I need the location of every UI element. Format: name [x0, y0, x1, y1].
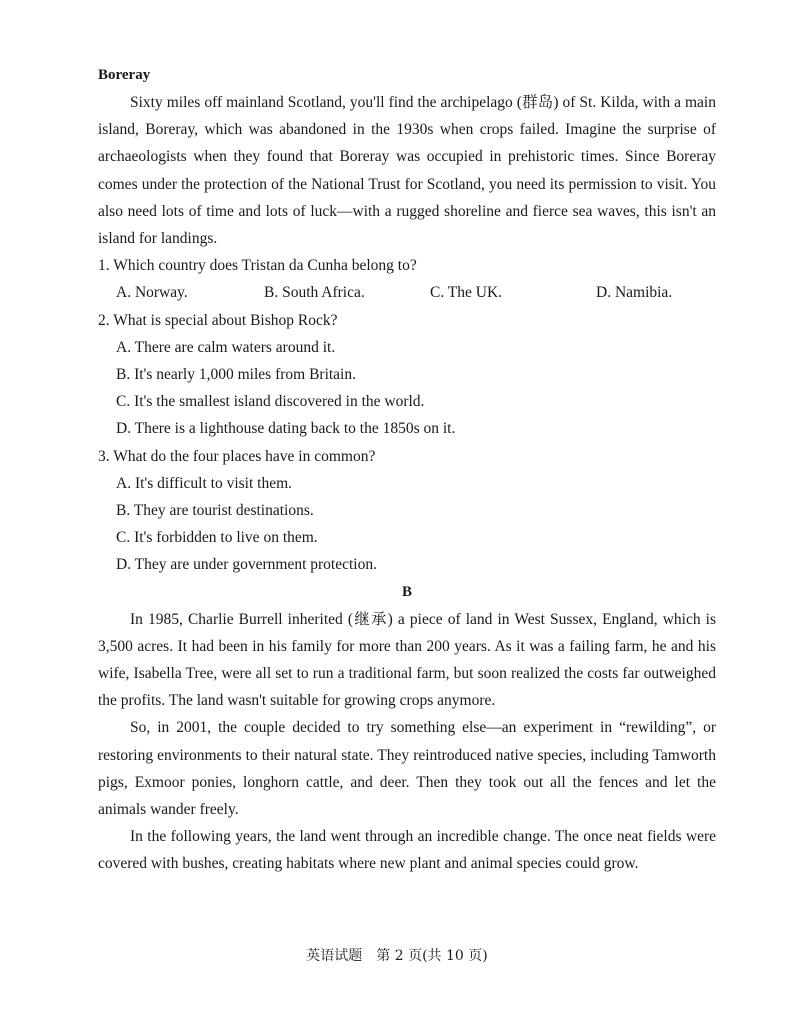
option-c: C. It's forbidden to live on them.: [116, 529, 318, 547]
option-c: C. It's the smallest island discovered in the world.: [116, 393, 425, 411]
option-b: B. South Africa.: [264, 284, 365, 302]
option-b: B. They are tourist destinations.: [116, 502, 314, 520]
passage-paragraph: Sixty miles off mainland Scotland, you'll find the archipelago (群岛) of St. Kilda, with a main island, Boreray, which was abandoned in the 1930s when crops failed. Imagine the surprise of archaeologists when they found that Boreray was occupied in prehistoric times. Since Boreray comes under the protection of the National Trust for Scotland, you need its permission to visit. You also need lots of time and lots of luck—with a rugged shoreline and fierce sea waves, this isn't an island for landings.: [98, 94, 716, 248]
question-3: 3. What do the four places have in common?: [98, 447, 376, 465]
option-d: D. There is a lighthouse dating back to the 1850s on it.: [116, 420, 456, 438]
passage-heading: Boreray: [98, 67, 151, 83]
option-a: A. It's difficult to visit them.: [116, 474, 293, 492]
option-d: D. They are under government protection.: [116, 556, 377, 574]
option-a: A. There are calm waters around it.: [116, 338, 336, 356]
exam-page: [98, 62, 716, 878]
option-b: B. It's nearly 1,000 miles from Britain.: [116, 366, 356, 384]
passage-b-paragraph-1: In 1985, Charlie Burrell inherited (继承) a piece of land in West Sussex, England, which is 3,500 acres. It had been in his family for more than 200 years. As it was a failing farm, he and his wife, Isabella Tree, were all set to run a traditional farm, but soon realized the costs far outweighed the profits. The land wasn't suitable for growing crops anymore.: [98, 610, 716, 710]
option-d: D. Namibia.: [596, 284, 673, 302]
option-c: C. The UK.: [430, 284, 503, 302]
page-footer: 英语试题 第 2 页(共 10 页): [306, 948, 488, 964]
section-label: B: [401, 583, 412, 600]
passage-b-paragraph-3: In the following years, the land went through an incredible change. The once neat fields were covered with bushes, creating habitats where new plant and animal species could grow.: [98, 828, 716, 873]
option-a: A. Norway.: [116, 284, 188, 302]
question-1-options: [98, 279, 716, 306]
passage-b-paragraph-2: So, in 2001, the couple decided to try something else—an experiment in “rewilding”, or restoring environments to their natural state. They reintroduced native species, including Tamworth pigs, Exmoor ponies, longhorn cattle, and deer. Then they took out all the fences and let the animals wander freely.: [98, 719, 716, 819]
question-1: 1. Which country does Tristan da Cunha belong to?: [98, 257, 417, 275]
question-2: 2. What is special about Bishop Rock?: [98, 311, 338, 329]
